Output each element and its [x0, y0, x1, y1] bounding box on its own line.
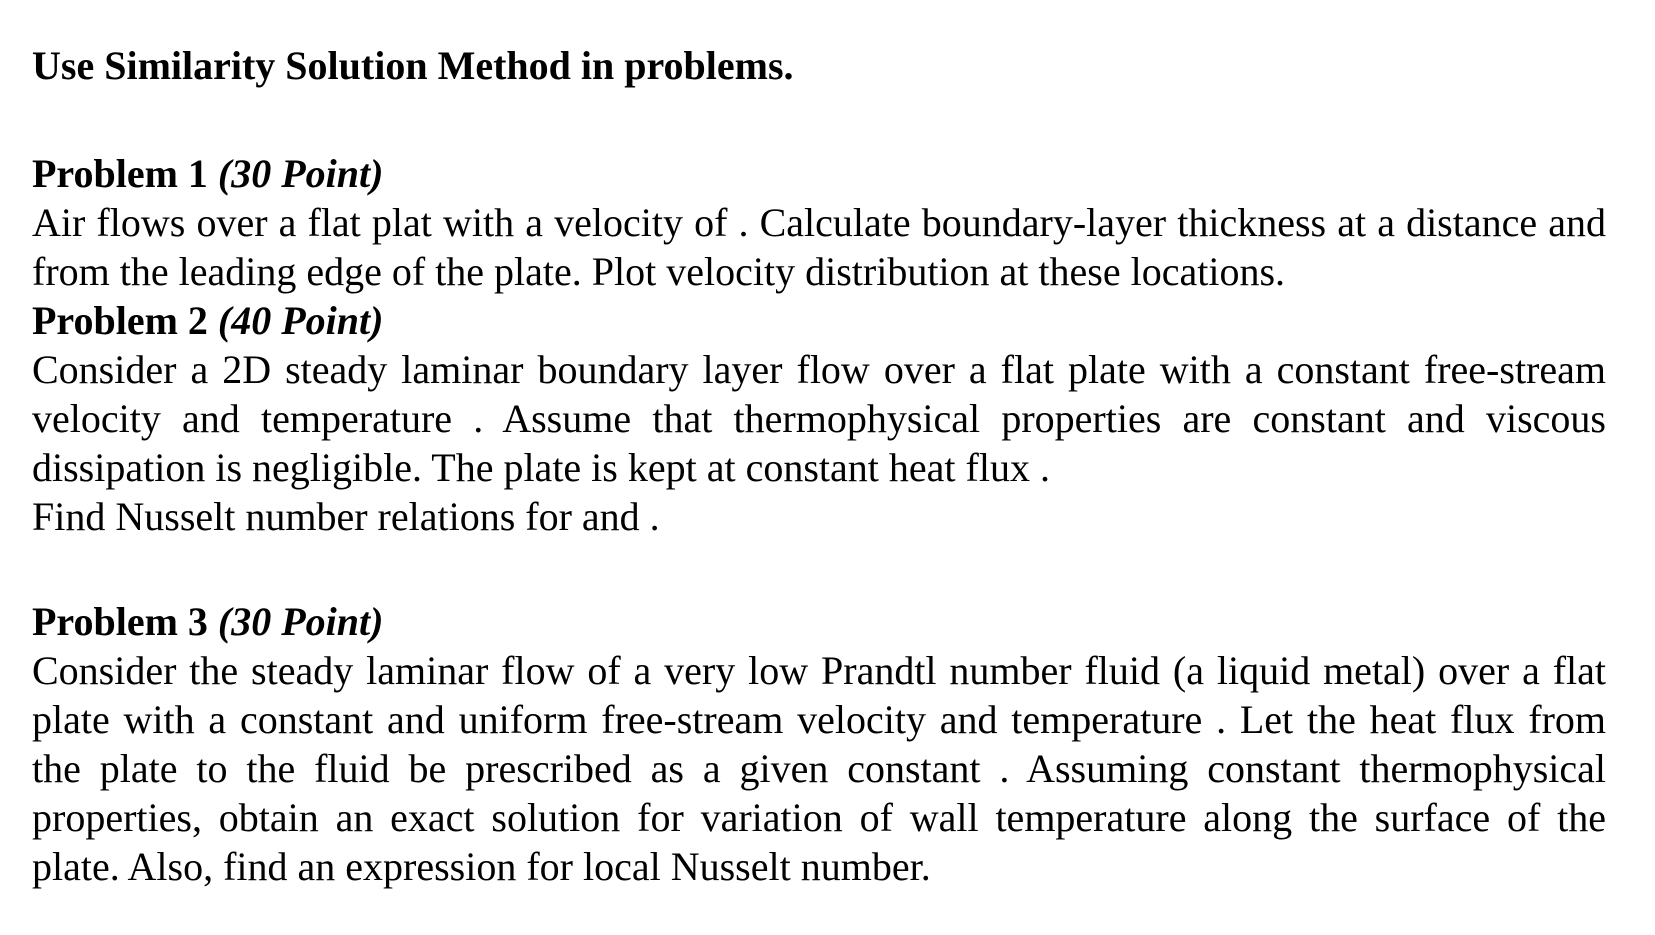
problem-2-label: Problem 2: [32, 298, 208, 343]
problem-1: [32, 149, 1606, 296]
problem-1-body: Air flows over a flat plat with a velocity of . Calculate boundary-layer thickness at a distance and from the leading edge of the plate. Plot velocity distribution at these locations.: [32, 200, 1606, 294]
problem-2-extra: Find Nusselt number relations for and .: [32, 494, 660, 539]
document-heading: Use Similarity Solution Method in problems.: [32, 43, 794, 88]
problem-3-label: Problem 3: [32, 599, 208, 644]
problem-2-body: Consider a 2D steady laminar boundary layer flow over a flat plate with a constant free-stream velocity and temperature . Assume that thermophysical properties are constant and viscous dissipation is negligible. The plate is kept at constant heat flux .: [32, 347, 1606, 490]
problem-1-label: Problem 1: [32, 151, 208, 196]
problem-1-title: [32, 149, 1606, 198]
problem-3-body: Consider the steady laminar flow of a very low Prandtl number fluid (a liquid metal) over a flat plate with a constant and uniform free-stream velocity and temperature . Let the heat flux from the plate to the fluid be prescribed as a given constant . Assuming constant thermophysical properties, obtain an exact solution for variation of wall temperature along the surface of the plate. Also, find an expression for local Nusselt number.: [32, 648, 1606, 889]
problem-2-points: (40 Point): [217, 298, 384, 343]
document-page: [32, 40, 1606, 891]
problem-1-points: (30 Point): [217, 151, 384, 196]
problem-3-points: (30 Point): [217, 599, 384, 644]
problem-3-title: [32, 597, 1606, 646]
problem-2: [32, 296, 1606, 541]
problem-3: [32, 597, 1606, 891]
problem-2-title: [32, 296, 1606, 345]
